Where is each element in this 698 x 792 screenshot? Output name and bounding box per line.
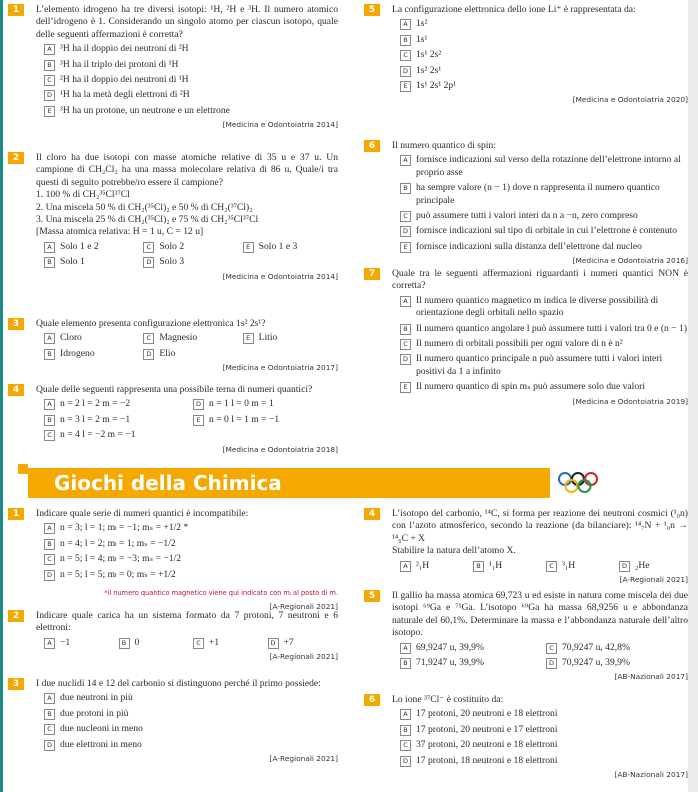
source-citation: [A-Regionali 2021] bbox=[269, 652, 338, 662]
option-text: due nucleoni in meno bbox=[60, 723, 143, 735]
option-letter-box[interactable]: B bbox=[44, 60, 55, 71]
option-text: 1s¹ 2s² bbox=[416, 49, 442, 61]
answer-option-d[interactable] bbox=[546, 657, 688, 669]
option-letter-box[interactable]: A bbox=[44, 693, 55, 704]
option-text: ³₁H bbox=[562, 559, 576, 571]
source-citation: [Medicina e Odontoiatria 2014] bbox=[222, 271, 338, 281]
option-letter-box[interactable]: E bbox=[400, 382, 411, 393]
option-letter-box[interactable]: E bbox=[44, 106, 55, 117]
option-text: 17 protoni, 20 neutroni e 17 elettroni bbox=[416, 723, 558, 735]
answer-option-c[interactable] bbox=[44, 553, 338, 565]
option-text: ¹₁H bbox=[489, 559, 503, 571]
answer-option-a[interactable] bbox=[400, 18, 688, 30]
question-number-badge: 1 bbox=[8, 4, 24, 16]
option-letter-box[interactable]: C bbox=[193, 638, 204, 649]
answer-option-b[interactable] bbox=[44, 538, 338, 550]
answer-option-b[interactable] bbox=[44, 256, 139, 268]
option-letter-box[interactable]: D bbox=[44, 570, 55, 581]
option-text: due neutroni in più bbox=[60, 692, 133, 704]
option-text: 70,9247 u, 39,9% bbox=[562, 657, 630, 669]
option-letter-box[interactable]: B bbox=[400, 324, 411, 335]
question-text: La configurazione elettronica dello ione Li⁺ è rappresentata da: bbox=[392, 4, 636, 15]
answer-option-c[interactable] bbox=[44, 74, 338, 86]
option-letter-box[interactable]: C bbox=[400, 50, 411, 61]
option-letter-box[interactable]: D bbox=[268, 638, 279, 649]
option-text: 1s² bbox=[416, 18, 428, 30]
question-line: 3. Una miscela 25 % di CH₂(³⁵Cl)₂ e 75 % di CH₂³⁵Cl³⁷Cl bbox=[36, 214, 259, 226]
question-line: [Massa atomica relativa: H = 1 u, C = 12 u] bbox=[36, 226, 204, 238]
question-line: 1. 100 % di CH₂³⁵Cl³⁷Cl bbox=[36, 189, 130, 201]
question-g1 bbox=[8, 508, 338, 614]
answer-option-b[interactable] bbox=[400, 323, 688, 335]
option-text: 17 protoni, 20 neutroni e 18 elettroni bbox=[416, 708, 558, 720]
option-text: ²₁H bbox=[416, 559, 430, 571]
question-t1 bbox=[8, 4, 338, 132]
source-citation: [A-Regionali 2021] bbox=[269, 602, 338, 612]
question-t3 bbox=[8, 318, 338, 375]
answer-option-c[interactable] bbox=[44, 429, 189, 441]
page-edge-bar bbox=[0, 0, 3, 792]
question-text: Quale delle seguenti rappresenta una possibile terna di numeri quantici? bbox=[36, 384, 313, 395]
option-text: Solo 2 bbox=[159, 240, 185, 252]
option-text: Cloro bbox=[60, 332, 82, 344]
option-text: Il numero quantico principale n può assumere tutti i valori interi positivi da 1 a infinito bbox=[416, 353, 663, 377]
question-number-badge: 2 bbox=[8, 610, 24, 622]
option-letter-box[interactable]: C bbox=[400, 211, 411, 222]
option-text: Litio bbox=[258, 332, 278, 344]
option-letter-box[interactable]: E bbox=[400, 242, 411, 253]
option-text: ₂He bbox=[635, 559, 650, 571]
option-text: può assumere tutti i valori interi da n a −n, zero compreso bbox=[416, 210, 638, 222]
question-t2 bbox=[8, 152, 338, 283]
question-number-badge: 2 bbox=[8, 152, 24, 164]
option-text: fornisce indicazioni sul tipo di orbitale in cui l’elettrone è contenuto bbox=[416, 225, 678, 237]
answer-option-c[interactable] bbox=[400, 338, 688, 350]
option-text: Solo 1 bbox=[60, 256, 85, 268]
answer-options bbox=[44, 398, 338, 441]
answer-option-a[interactable] bbox=[44, 637, 115, 649]
question-text: Indicare quale carica ha un sistema formato da 7 protoni, 7 neutroni e 6 elettroni: bbox=[36, 610, 338, 634]
option-letter-box[interactable]: D bbox=[400, 66, 411, 77]
question-text: Lo ione ³⁷Cl⁻ è costituito da: bbox=[392, 694, 504, 705]
option-letter-box[interactable]: D bbox=[400, 354, 411, 365]
source-citation: [Medicina e Odontoiatria 2018] bbox=[222, 444, 338, 454]
option-text: 69,9247 u, 39,9% bbox=[416, 641, 484, 653]
source-citation: [Medicina e Odontoiatria 2020] bbox=[572, 95, 688, 105]
answer-option-b[interactable] bbox=[400, 657, 542, 669]
answer-option-d[interactable] bbox=[400, 755, 688, 767]
option-text: +1 bbox=[209, 636, 220, 648]
question-t6 bbox=[364, 140, 688, 268]
answer-option-e[interactable] bbox=[400, 80, 688, 92]
option-letter-box[interactable]: D bbox=[143, 257, 154, 268]
option-text: Il numero quantico magnetico m indica le diverse possibilità di orientazione degli orbitali nello spazio bbox=[416, 294, 659, 319]
option-text: ³H ha il triplo dei protoni di ¹H bbox=[60, 58, 179, 70]
answer-option-a[interactable] bbox=[400, 154, 688, 179]
answer-option-a[interactable] bbox=[400, 708, 688, 720]
question-g6 bbox=[364, 694, 688, 781]
answer-option-a[interactable] bbox=[44, 398, 189, 410]
option-text: ³H ha il doppio dei neutroni di ²H bbox=[60, 43, 189, 55]
option-letter-box[interactable]: C bbox=[546, 561, 557, 572]
question-g5 bbox=[364, 590, 688, 684]
option-text: ha sempre valore (n − 1) dove n rappresenta il numero quantico principale bbox=[416, 182, 660, 206]
question-number-badge: 4 bbox=[8, 384, 24, 396]
answer-option-d[interactable] bbox=[268, 637, 339, 649]
option-letter-box[interactable]: D bbox=[44, 740, 55, 751]
option-letter-box[interactable]: D bbox=[546, 658, 557, 669]
option-letter-box[interactable]: B bbox=[44, 415, 55, 426]
answer-option-b[interactable] bbox=[44, 348, 139, 360]
answer-option-b[interactable] bbox=[44, 59, 338, 71]
option-letter-box[interactable]: A bbox=[400, 709, 411, 720]
option-letter-box[interactable]: E bbox=[400, 81, 411, 92]
option-letter-box[interactable]: B bbox=[400, 183, 411, 194]
answer-options bbox=[44, 241, 338, 269]
question-number-badge: 4 bbox=[364, 508, 380, 520]
source-citation: [A-Regionali 2021] bbox=[269, 754, 338, 764]
answer-option-b[interactable] bbox=[400, 182, 688, 207]
question-line: Stabilire la natura dell’atomo X. bbox=[392, 545, 516, 557]
question-text: Indicare quale serie di numeri quantici è incompatibile: bbox=[36, 508, 249, 519]
option-text: n = 5; l = 4; mₗ = −3; mₛ = −1/2 bbox=[60, 553, 182, 565]
question-text: Il numero quantico di spin: bbox=[392, 140, 496, 151]
option-letter-box[interactable]: A bbox=[44, 242, 55, 253]
answer-option-a[interactable] bbox=[44, 43, 338, 55]
option-text: n = 1 l = 0 m = 1 bbox=[209, 398, 274, 410]
option-text: Il numero di orbitali possibili per ogni valore di n è n² bbox=[416, 338, 623, 350]
question-t4 bbox=[8, 384, 338, 456]
option-text: ³H ha un protone, un neutrone e un elettrone bbox=[60, 104, 230, 116]
answer-option-c[interactable] bbox=[400, 210, 688, 222]
option-letter-box[interactable]: A bbox=[400, 296, 411, 307]
answer-option-d[interactable] bbox=[44, 569, 338, 581]
page-gutter bbox=[688, 0, 698, 792]
option-letter-box[interactable]: A bbox=[400, 19, 411, 30]
answer-option-d[interactable] bbox=[400, 65, 688, 77]
option-letter-box[interactable]: A bbox=[44, 523, 55, 534]
source-citation: [AB-Nazionali 2017] bbox=[614, 770, 688, 780]
answer-option-c[interactable] bbox=[143, 332, 238, 344]
answer-option-c[interactable] bbox=[546, 560, 615, 572]
option-text: 17 protoni, 18 neutroni e 18 elettroni bbox=[416, 754, 558, 766]
option-letter-box[interactable]: B bbox=[44, 257, 55, 268]
answer-options bbox=[44, 522, 338, 581]
question-text: L’isotopo del carbonio, ¹⁴C, si forma per reazione dei neutroni cosmici (¹₀n) con l’azoto atmosferico, secondo la reazione (da bilanciare): ¹⁴₇N + ¹₀n → ¹⁴₆C + X bbox=[392, 508, 688, 544]
option-text: Solo 1 e 3 bbox=[258, 240, 298, 252]
answer-option-d[interactable] bbox=[143, 256, 238, 268]
answer-option-e[interactable] bbox=[243, 332, 338, 344]
option-text: 1s¹ 2s¹ 2p¹ bbox=[416, 80, 457, 92]
option-text: due elettroni in meno bbox=[60, 738, 142, 750]
question-text: Il gallio ha massa atomica 69,723 u ed esiste in natura come miscela dei due isotopi ⁶⁹Ga e ⁷¹Ga. L’isotopo ⁶⁹Ga ha massa 68,9256 u e abbondanza naturale del 60,1%. Determinare la massa e l’abbondanza naturale dell’altro isotopo. bbox=[392, 590, 688, 639]
question-text: Il cloro ha due isotopi con masse atomiche relative di 35 u e 37 u. Un campione di CH₂Cl₂ ha una massa molecolare relativa di 86 u. Quale/i tra questi di seguito potrebbe/ro essere il campione? bbox=[36, 152, 338, 188]
question-text: Quale elemento presenta configurazione elettronica 1s² 2s¹? bbox=[36, 318, 266, 329]
answer-options bbox=[44, 43, 338, 117]
option-letter-box[interactable]: C bbox=[44, 75, 55, 86]
source-citation: [A-Regionali 2021] bbox=[619, 575, 688, 585]
option-text: Il numero quantico di spin mₛ può assumere solo due valori bbox=[416, 381, 645, 393]
question-text: L’elemento idrogeno ha tre diversi isotopi: ¹H, ²H e ³H. Il numero atomico dell’idrogeno è 1. Considerando un singolo atomo per ciascun isotopo, quale delle seguenti affermazioni è corretta? bbox=[36, 4, 338, 40]
answer-options bbox=[400, 18, 688, 92]
answer-option-c[interactable] bbox=[193, 637, 264, 649]
answer-options bbox=[400, 708, 688, 767]
question-number-badge: 5 bbox=[364, 590, 380, 602]
answer-options bbox=[44, 637, 338, 649]
option-letter-box[interactable]: A bbox=[44, 638, 55, 649]
question-g3 bbox=[8, 678, 338, 765]
option-text: fornisce indicazioni sulla distanza dell’elettrone dal nucleo bbox=[416, 240, 642, 252]
answer-option-a[interactable] bbox=[44, 692, 338, 704]
footnote: *il numero quantico magnetico viene qui indicato con mₗ al posto di m. bbox=[104, 589, 338, 598]
option-letter-box[interactable]: B bbox=[400, 35, 411, 46]
answer-option-e[interactable] bbox=[243, 241, 338, 253]
answer-options bbox=[44, 332, 338, 360]
answer-option-d[interactable] bbox=[143, 348, 238, 360]
answer-option-e[interactable] bbox=[400, 241, 688, 253]
source-citation: [Medicina e Odontoiatria 2014] bbox=[222, 120, 338, 130]
option-letter-box[interactable]: C bbox=[44, 554, 55, 565]
answer-option-d[interactable] bbox=[400, 353, 688, 378]
option-letter-box[interactable]: E bbox=[243, 242, 254, 253]
answer-option-a[interactable] bbox=[400, 295, 688, 320]
olympic-rings-icon bbox=[558, 471, 598, 495]
option-letter-box[interactable]: B bbox=[44, 709, 55, 720]
question-line: 2. Una miscela 50 % di CH₂(³⁵Cl)₂ e 50 % di CH₂(³⁷Cl)₂ bbox=[36, 201, 253, 213]
option-letter-box[interactable]: D bbox=[619, 561, 630, 572]
option-letter-box[interactable]: C bbox=[143, 333, 154, 344]
option-text: n = 0 l = 1 m = −1 bbox=[209, 413, 280, 425]
option-text: 1s² 2s¹ bbox=[416, 64, 442, 76]
option-letter-box[interactable]: C bbox=[44, 724, 55, 735]
option-text: Il numero quantico angolare l può assumere tutti i valori tra 0 e (n − 1) bbox=[416, 322, 688, 334]
answer-option-b[interactable] bbox=[44, 414, 189, 426]
option-letter-box[interactable]: E bbox=[193, 415, 204, 426]
answer-option-a[interactable] bbox=[44, 332, 139, 344]
option-text: Magnesio bbox=[159, 332, 198, 344]
source-citation: [AB-Nazionali 2017] bbox=[614, 672, 688, 682]
answer-option-a[interactable] bbox=[44, 522, 338, 534]
source-citation: [Medicina e Odontoiatria 2019] bbox=[572, 396, 688, 406]
question-t7 bbox=[364, 268, 688, 408]
answer-option-d[interactable] bbox=[44, 739, 338, 751]
option-letter-box[interactable]: C bbox=[400, 740, 411, 751]
option-letter-box[interactable]: B bbox=[44, 539, 55, 550]
option-text: n = 4 l = −2 m = −1 bbox=[60, 429, 136, 441]
option-letter-box[interactable]: B bbox=[473, 561, 484, 572]
option-letter-box[interactable]: A bbox=[400, 643, 411, 654]
option-letter-box[interactable]: A bbox=[44, 399, 55, 410]
answer-option-a[interactable] bbox=[400, 642, 542, 654]
question-t5 bbox=[364, 4, 688, 107]
option-text: −1 bbox=[60, 636, 71, 648]
answer-option-c[interactable] bbox=[143, 241, 238, 253]
option-text: ¹H ha la metà degli elettroni di ²H bbox=[60, 89, 190, 101]
option-letter-box[interactable]: A bbox=[44, 44, 55, 55]
option-letter-box[interactable]: D bbox=[400, 756, 411, 767]
option-letter-box[interactable]: B bbox=[44, 349, 55, 360]
answer-option-a[interactable] bbox=[44, 241, 139, 253]
answer-options bbox=[400, 642, 688, 670]
question-number-badge: 6 bbox=[364, 140, 380, 152]
answer-option-d[interactable] bbox=[44, 89, 338, 101]
option-text: n = 5; l = 5; mₗ = 0; mₛ = +1/2 bbox=[60, 568, 176, 580]
question-number-badge: 5 bbox=[364, 4, 380, 16]
answer-options bbox=[400, 154, 688, 253]
answer-option-b[interactable] bbox=[400, 724, 688, 736]
option-text: 0 bbox=[134, 636, 140, 648]
answer-option-d[interactable] bbox=[619, 560, 688, 572]
option-letter-box[interactable]: D bbox=[44, 90, 55, 101]
question-g4 bbox=[364, 508, 688, 586]
answer-option-b[interactable] bbox=[119, 637, 190, 649]
answer-option-c[interactable] bbox=[546, 642, 688, 654]
question-g2 bbox=[8, 610, 338, 664]
source-citation: [Medicina e Odontoiatria 2017] bbox=[222, 363, 338, 373]
option-letter-box[interactable]: A bbox=[400, 561, 411, 572]
question-number-badge: 3 bbox=[8, 318, 24, 330]
option-text: 1s¹ bbox=[416, 33, 428, 45]
question-text: I due nuclidi 14 e 12 del carbonio si distinguono perché il primo possiede: bbox=[36, 678, 321, 689]
answer-options bbox=[400, 295, 688, 394]
option-letter-box[interactable]: D bbox=[193, 399, 204, 410]
question-number-badge: 1 bbox=[8, 508, 24, 520]
option-text: n = 2 l = 2 m = −2 bbox=[60, 398, 131, 410]
option-letter-box[interactable]: C bbox=[546, 643, 557, 654]
option-letter-box[interactable]: B bbox=[400, 658, 411, 669]
option-letter-box[interactable]: D bbox=[400, 226, 411, 237]
answer-options bbox=[400, 560, 688, 572]
source-citation: [Medicina e Odontoiatria 2016] bbox=[572, 256, 688, 266]
option-letter-box[interactable]: A bbox=[44, 333, 55, 344]
answer-option-e[interactable] bbox=[193, 414, 338, 426]
answer-option-a[interactable] bbox=[400, 560, 469, 572]
banner-accent-square bbox=[18, 464, 28, 474]
question-number-badge: 7 bbox=[364, 268, 380, 280]
section-banner: Giochi della Chimica bbox=[28, 468, 550, 498]
answer-option-b[interactable] bbox=[44, 708, 338, 720]
option-text: 71,9247 u, 39,9% bbox=[416, 657, 484, 669]
question-number-badge: 3 bbox=[8, 678, 24, 690]
answer-option-d[interactable] bbox=[193, 398, 338, 410]
option-text: n = 4; l = 2; mₗ = 1; mₛ = −1/2 bbox=[60, 537, 176, 549]
question-number-badge: 6 bbox=[364, 694, 380, 706]
answer-option-d[interactable] bbox=[400, 225, 688, 237]
answer-option-e[interactable] bbox=[400, 381, 688, 393]
option-letter-box[interactable]: C bbox=[44, 430, 55, 441]
option-text: n = 3; l = 1; mₗ = −1; mₛ = +1/2 * bbox=[60, 522, 189, 534]
answer-options bbox=[44, 692, 338, 751]
option-text: 70,9247 u, 42,8% bbox=[562, 641, 630, 653]
option-text: Solo 1 e 2 bbox=[60, 240, 99, 252]
answer-option-b[interactable] bbox=[400, 34, 688, 46]
answer-option-b[interactable] bbox=[473, 560, 542, 572]
question-text: Quale tra le seguenti affermazioni riguardanti i numeri quantici NON è corretta? bbox=[392, 268, 688, 292]
option-text: fornisce indicazioni sul verso della rotazione dell’elettrone intorno al proprio asse bbox=[416, 154, 681, 178]
option-text: +7 bbox=[283, 636, 294, 648]
answer-option-c[interactable] bbox=[44, 723, 338, 735]
answer-option-e[interactable] bbox=[44, 105, 338, 117]
option-letter-box[interactable]: E bbox=[243, 333, 254, 344]
answer-option-c[interactable] bbox=[400, 49, 688, 61]
option-letter-box[interactable]: C bbox=[143, 242, 154, 253]
option-text: 37 protoni, 20 neutroni e 18 elettroni bbox=[416, 739, 558, 751]
option-letter-box[interactable]: B bbox=[119, 638, 130, 649]
option-letter-box[interactable]: C bbox=[400, 339, 411, 350]
option-text: due protoni in più bbox=[60, 707, 129, 719]
answer-option-c[interactable] bbox=[400, 739, 688, 751]
option-text: Elio bbox=[159, 347, 176, 359]
option-letter-box[interactable]: A bbox=[400, 155, 411, 166]
option-text: n = 3 l = 2 m = −1 bbox=[60, 413, 131, 425]
option-text: Solo 3 bbox=[159, 256, 185, 268]
option-text: ²H ha il doppio dei neutroni di ¹H bbox=[60, 74, 189, 86]
option-text: Idrogeno bbox=[60, 347, 95, 359]
option-letter-box[interactable]: D bbox=[143, 349, 154, 360]
option-letter-box[interactable]: B bbox=[400, 725, 411, 736]
